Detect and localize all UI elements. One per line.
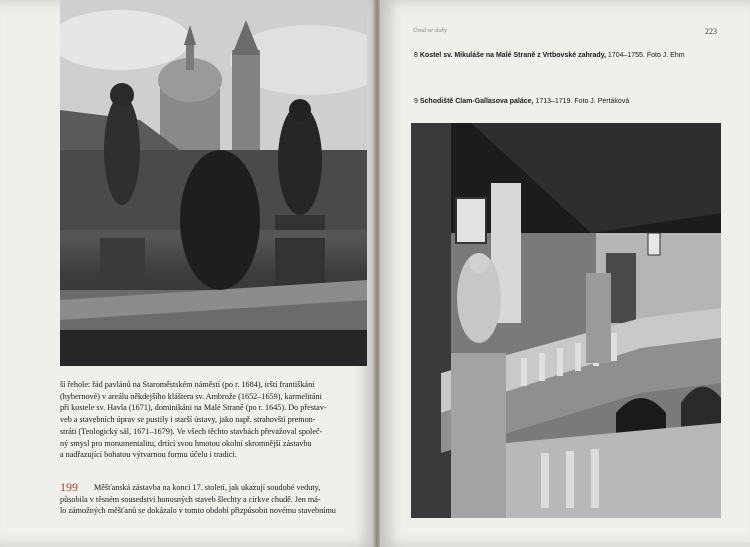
text-line: ší řehole: řád pavlánů na Staroměstském náměstí (po r. 1684), irští františkáni	[60, 380, 315, 389]
text-line: veb a stavebních úprav se pustily i starší ústavy, jako např. strahovští premon-	[60, 415, 316, 425]
caption-number: 9	[414, 98, 418, 105]
caption-credit: 1704–1755. Foto J. Ehm	[607, 52, 685, 59]
photo-st-nicholas-church	[60, 0, 367, 366]
caption-credit: 1713–1719. Foto J. Pertáková	[535, 98, 630, 105]
caption-title: Kostel sv. Mikuláše na Malé Straně z Vrtbovské zahrady,	[419, 52, 606, 59]
text-line: a nadřazující bohatou výtvarnou formu účelu i tradici.	[60, 450, 237, 460]
text-line: působila v těsném sousedství honosných staveb šlechty a církve chudě. Jen má-	[60, 494, 321, 504]
text-line: stráti (Teologický sál, 1671–1679). Ve všech těchto stavbách převažoval společ-	[60, 426, 323, 436]
text-line: (hybernové) v areálu někdejšího kláštera sv. Ambrože (1652–1659), karmelitáni	[60, 391, 322, 401]
caption-title: Schodiště Clam-Gallasova paláce,	[419, 98, 534, 105]
caption-number: 8	[414, 52, 418, 59]
text-line: Měšťanská zástavba na konci 17. století, jak ukazují soudobé veduty,	[94, 483, 321, 492]
photo-clam-gallas-staircase	[411, 123, 721, 518]
caption-9	[414, 98, 629, 105]
text-line: lo zámožných měšťanů se dokázalo v tomto období přizpůsobit novému stavebnímu	[60, 506, 336, 516]
text-line: při kostele sv. Havla (1671), dominikáni na Malé Straně (po r. 1645). Do přestav-	[60, 403, 327, 413]
text-line: ný smysl pro monumentalitu, drtící svou hmotou okolní skromnější zástavbu	[60, 438, 312, 448]
page-number: 223	[705, 27, 717, 36]
paragraph-199-text	[60, 482, 365, 517]
running-head: Úvod ve slohy	[413, 28, 447, 34]
body-text	[60, 379, 365, 461]
caption-8	[414, 52, 685, 59]
paragraph-number: 199	[60, 480, 78, 494]
